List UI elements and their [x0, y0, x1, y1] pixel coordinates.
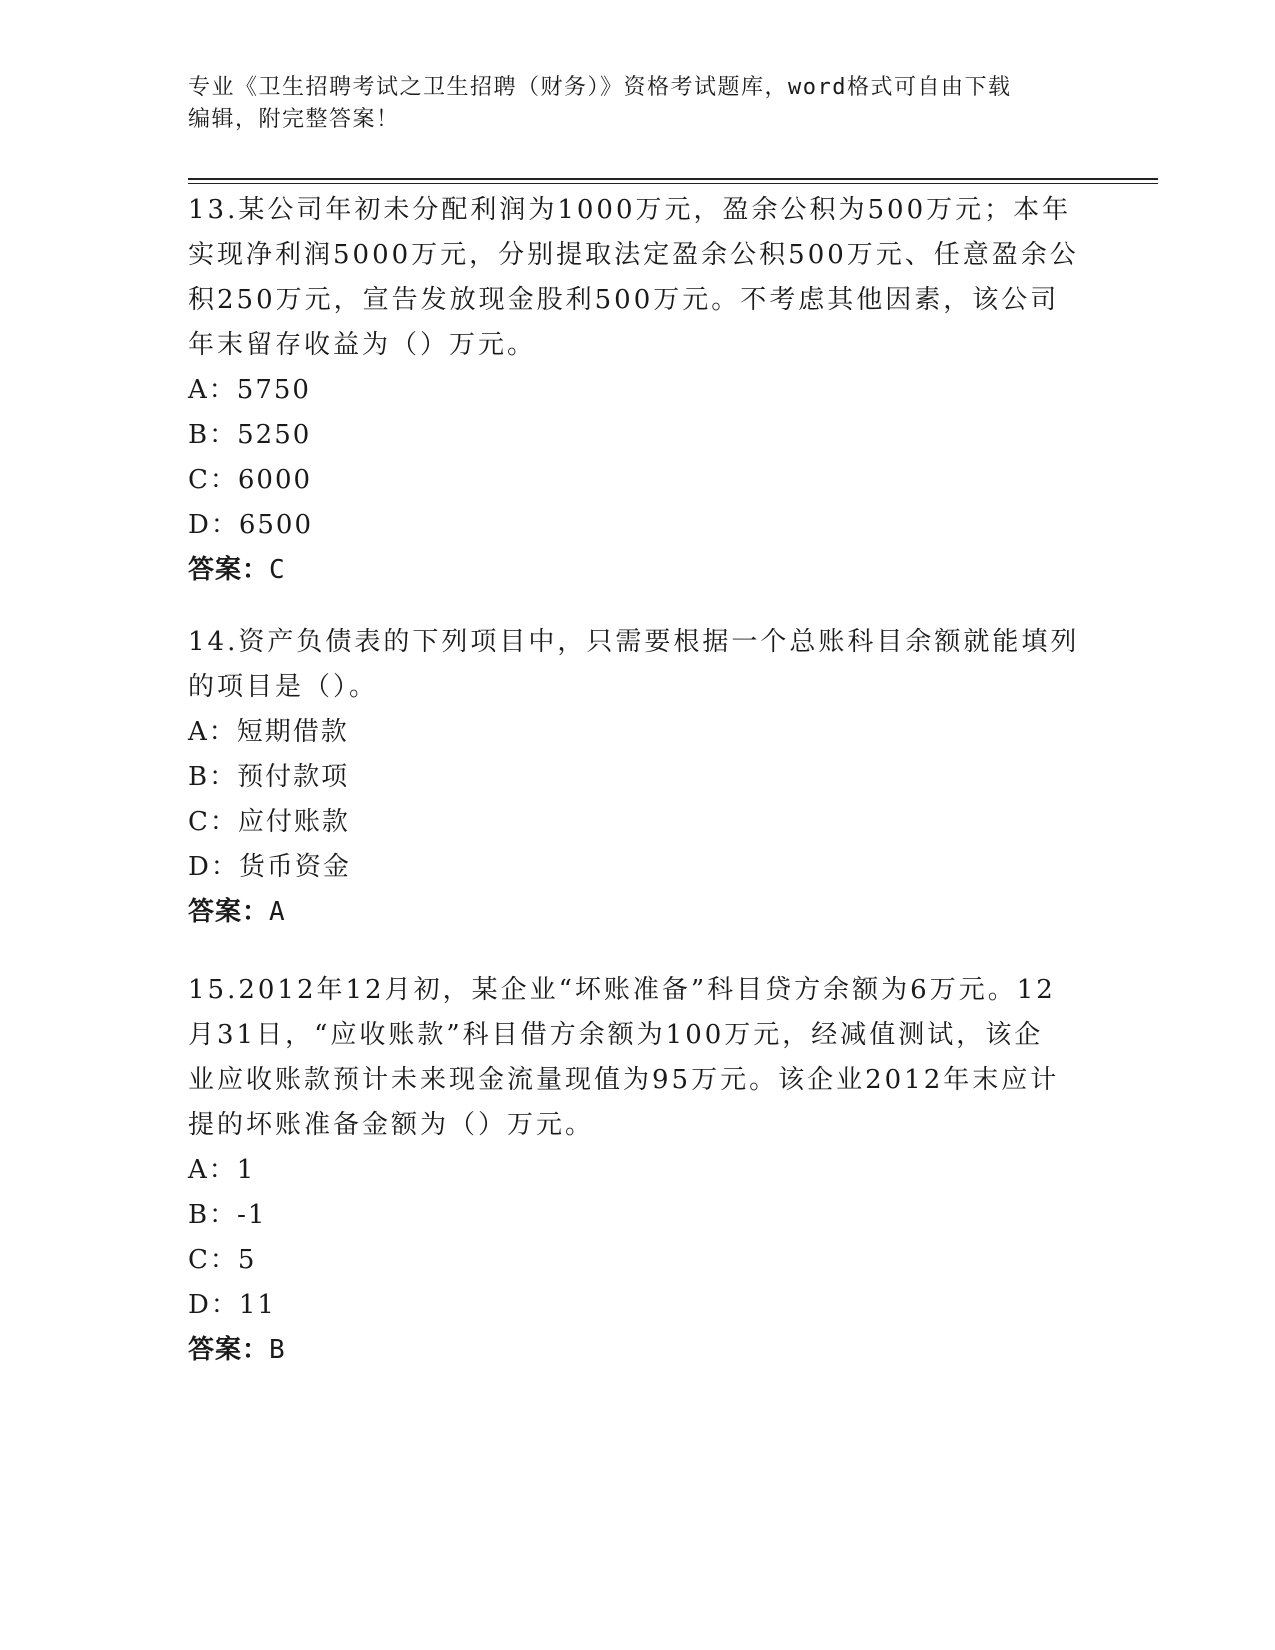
question-stem-line: 13.某公司年初未分配利润为1000万元，盈余公积为500万元；本年	[188, 195, 1072, 225]
option-b: B：5250	[188, 420, 312, 450]
option-c: C：5	[188, 1245, 257, 1275]
answer-line	[188, 1328, 1088, 1373]
option-d: D：6500	[188, 510, 314, 540]
option-b: B：-1	[188, 1200, 267, 1230]
option-a: A：5750	[188, 375, 311, 405]
option-b: B：预付款项	[188, 762, 350, 792]
option-a: A：1	[188, 1155, 256, 1185]
option-d: D：11	[188, 1290, 276, 1320]
question-stem-line: 月31日，“应收账款”科目借方余额为100万元，经减值测试，该企	[188, 1020, 1044, 1050]
header-line-2: 编辑，附完整答案！	[188, 107, 400, 132]
question-13	[188, 188, 1088, 593]
option-a: A：短期借款	[188, 717, 349, 747]
answer-label: 答案：	[188, 555, 270, 585]
option-c: C：6000	[188, 465, 313, 495]
question-stem-line: 14.资产负债表的下列项目中，只需要根据一个总账科目余额就能填列	[188, 627, 1080, 657]
option-c: C：应付账款	[188, 807, 350, 837]
question-stem-line: 提的坏账准备金额为（）万元。	[188, 1110, 595, 1140]
document-header	[188, 72, 1088, 136]
question-stem-line: 15.2012年12月初，某企业“坏账准备”科目贷方余额为6万元。12	[188, 975, 1056, 1005]
question-14	[188, 620, 1088, 935]
header-line-1: 专业《卫生招聘考试之卫生招聘（财务）》资格考试题库，word格式可自由下载	[188, 75, 1012, 100]
question-stem-line: 业应收账款预计未来现金流量现值为95万元。该企业2012年末应计	[188, 1065, 1060, 1095]
header-divider-thick	[188, 178, 1158, 180]
header-divider-thin	[188, 183, 1158, 184]
question-15	[188, 968, 1088, 1373]
answer-label: 答案：	[188, 897, 270, 927]
question-stem-line: 的项目是（）。	[188, 672, 379, 702]
answer-value: A	[269, 897, 286, 927]
answer-value: B	[269, 1335, 286, 1365]
option-d: D：货币资金	[188, 852, 351, 882]
question-stem-line: 实现净利润5000万元，分别提取法定盈余公积500万元、任意盈余公	[188, 240, 1079, 270]
question-stem-line: 积250万元，宣告发放现金股利500万元。不考虑其他因素，该公司	[188, 285, 1060, 315]
answer-value: C	[269, 555, 286, 585]
question-stem-line: 年末留存收益为（）万元。	[188, 330, 537, 360]
answer-line	[188, 548, 1088, 593]
answer-line	[188, 890, 1088, 935]
answer-label: 答案：	[188, 1335, 270, 1365]
